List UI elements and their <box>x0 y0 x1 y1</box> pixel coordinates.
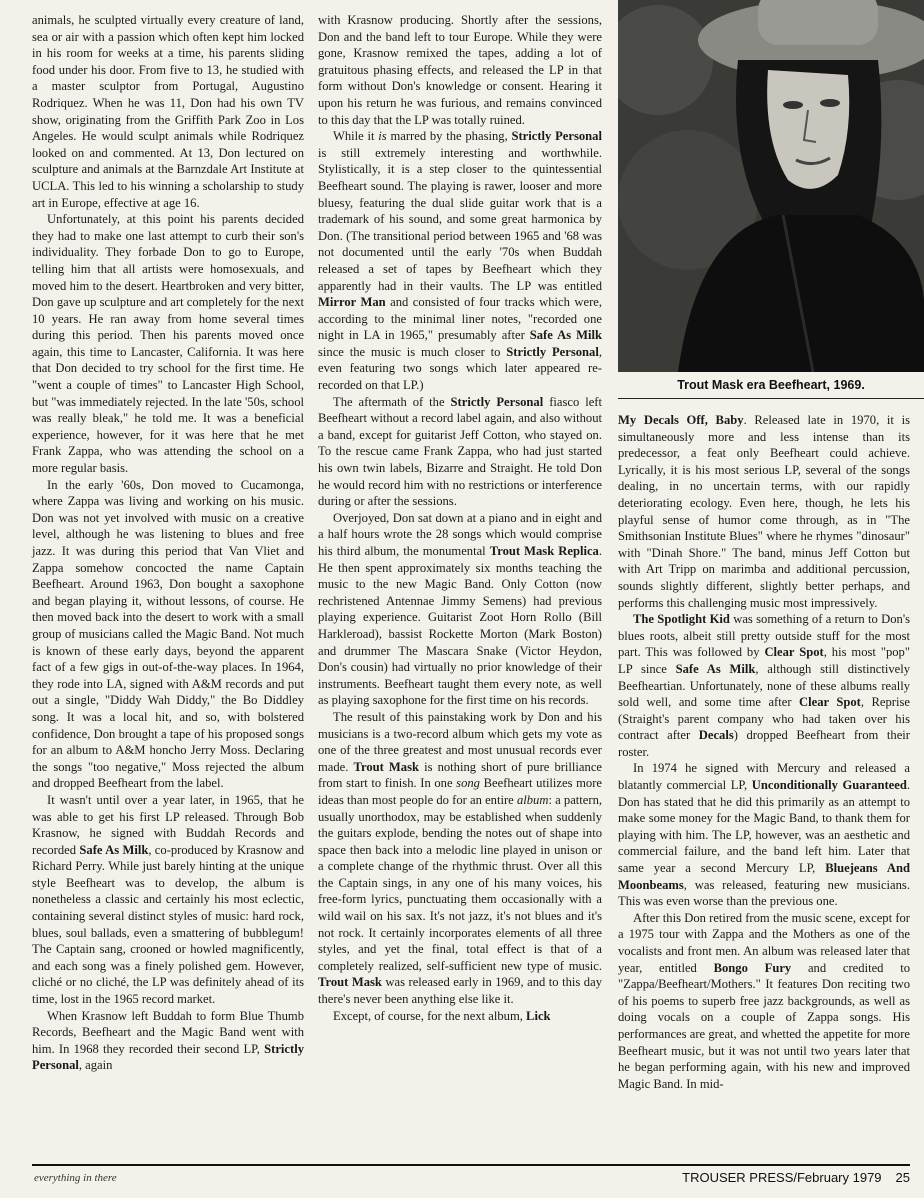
beefheart-photo <box>618 0 924 372</box>
article-column-1 <box>32 12 304 1074</box>
article-column-2 <box>318 12 602 1024</box>
paragraph: Except, of course, for the next album, Lick <box>333 1008 551 1023</box>
paragraph: My Decals Off, Baby. Released late in 1970, it is simultaneously more and less intense than its predecessor, a feat only Beefheart could achieve. Lyrically, it is his most serious LP, several of the songs dealing, in no uncertain terms, with our rapidly deteriorating ecology. Even here, though, he lets his playful sense of humor come through, as in "The Smithsonian Institute Blues" where he rhymes "dinosaur" with "Dinah Shore." The band, minus Jeff Cotton but with Art Tripp on marimba and additional percussion, sounds slightly different, slightly better perhaps, and performs this challenging music most impressively. <box>618 413 910 610</box>
paragraph: The result of this painstaking work by Don and his musicians is a two-record album which gets my vote as one of the three greatest and most unusual records ever made. Trout Mask is nothing short of pure brilliance from start to finish. In one song Beefheart utilizes more ideas than most people do for an entire album: a pattern, usually unorthodox, may be established when suddenly the guitars explode, bending the notes out of shape into space then back into a melodic line played in unison or a complete change of the rhythmic thrust. Over all this the Captain sings, in any one of his many voices, his free-form lyrics, punctuating them occasionally with a wild wail on his sax. It's not jazz, it's not blues and it's not rock. It certainly incorporates elements of all three styles, and yet the final, total effect is that of a completely realized, self-sufficient new type of music. Trout Mask was released early in 1969, and to this day there's never been anything else like it. <box>318 709 603 1007</box>
footer-tagline: everything in there <box>34 1172 117 1184</box>
paragraph: Unfortunately, at this point his parents decided they had to make one last attempt to curb their son's individuality. They forbade Don to go to Europe, telling him that all artists were homosexuals, and moved him to the desert. Heartbroken and very bitter, Don gave up sculpture and art completely for the next 10 years. He ran away from home several times during this period. Then his parents moved once again, this time to Lancaster, California. It was here that Don decided to try school for the first time. He "went a couple of times" to Lancaster High School, but "was immediately rejected. In the late '50s, school was really bleak," he told me. It was a beneficial experience, however, for it was here that he met Frank Zappa, who was attending the school on a more regular basis. <box>32 212 304 476</box>
paragraph: Overjoyed, Don sat down at a piano and in eight and a half hours wrote the 28 songs which would comprise his third album, the monumental Trout Mask Replica. He then spent approximately six months teaching the music to the new Magic Band. Only Cotton (now rechristened Antennae Jimmy Semens) had previous playing experience. Guitarist Zoot Horn Rollo (Bill Harkleroad), bassist Rockette Morton (Mark Boston) and drummer The Mascara Snake (Victor Heydon, Don's cousin) had virtually no prior knowledge of their instruments. Beefheart taught them every note, as well as playing saxophone for the first time on his records. <box>318 510 603 708</box>
caption-rule <box>618 398 924 399</box>
paragraph: While it is marred by the phasing, Strictly Personal is still extremely interesting and worthwhile. Stylistically, it is a step closer to the quintessential Beefheart sound. The playing is rawer, looser and more bluesy, featuring the dual slide guitar work that is a trademark of his sound, and some great harmonica by Don. (The transitional period between 1965 and '68 was not documented until the early '70s when Buddah released a set of tapes by Beefheart which they apparently had in their vaults. The LP was entitled Mirror Man and consisted of four tracks which were, according to the minimal liner notes, "recorded one night in LA in 1965," presumably after Safe As Milk since the music is much closer to Strictly Personal, even featuring two songs which later appeared re-recorded on that LP.) <box>318 129 602 393</box>
magazine-issue: TROUSER PRESS/February 1979 <box>682 1170 882 1185</box>
paragraph: In 1974 he signed with Mercury and released a blatantly commercial LP, Unconditionally Guaranteed. Don has stated that he did this primarily as an attempt to make some money for the Magic Band, to thank them for playing with him. The LP, however, was an aesthetic and commercial failure, and the band left him. Later that same year a second Mercury LP, Bluejeans And Moonbeams, was released, featuring new musicians. This was even worse than the previous one. <box>618 761 911 909</box>
page-number: 25 <box>895 1170 910 1185</box>
footer-folio <box>682 1170 910 1185</box>
portrait-illustration <box>618 0 924 372</box>
paragraph: In the early '60s, Don moved to Cucamonga, where Zappa was living and working on his music. Don was not yet involved with music on a creative level, although he was listening to blues and free jazz. It was during this period that Van Vliet and Zappa somehow concocted the name Captain Beefheart. Around 1963, Don bought a saxophone and began playing it, without lessons, of course. He then moved back into the desert to work with a small group of musicians called the Magic Band. Not much is known of these early days, beyond the apparent fact of a few gigs in out-of-the-way places. In 1964, they rode into LA, signed with A&M records and put out a single, "Diddy Wah Diddy," the Bo Diddley song. It was a local hit, and so, with bolstered confidence, Don brought a tape of his proposed songs for an album to A&M honcho Jerry Moss. Declaring the songs "too negative," Moss rejected the album and dropped Beefheart from the label. <box>32 477 304 791</box>
paragraph: with Krasnow producing. Shortly after the sessions, Don and the band left to tour Europe. While they were gone, Krasnow remixed the tapes, adding a lot of gratuitous phasing effects, and released the LP in that form without Don's knowledge or consent. Hearing it upon his return he was furious, and remains convinced to this day that the LP was totally ruined. <box>318 13 602 127</box>
paragraph: The aftermath of the Strictly Personal fiasco left Beefheart without a record label again, and also without a band, except for guitarist Jeff Cotton, who stayed on. To the rescue came Frank Zappa, who had just started his own twin labels, Bizarre and Straight. He told Don he would record him with no restrictions or interference during or after the sessions. <box>318 394 602 509</box>
photo-caption: Trout Mask era Beefheart, 1969. <box>677 378 865 392</box>
paragraph: animals, he sculpted virtually every creature of land, sea or air with a passion which often kept him locked in his room for weeks at a time, his parents sliding food under his door. From five to 13, he studied with a master sculptor from Portugal, Augustino Rodriquez. When he was 11, Don had his own TV show, originating from the Griffith Park Zoo in Los Angeles. He would sculpt animals while Rodriquez looked on and commented. At 13, Don lectured on sculpture and animals at the Barnzdale Art Institute at UCLA. This led to his winning a scholarship to study art in Europe, effective at age 16. <box>32 13 304 210</box>
footer-rule <box>32 1164 910 1166</box>
paragraph: The Spotlight Kid was something of a return to Don's blues roots, albeit still pretty outside stuff for the most part. This was followed by Clear Spot, his most "pop" LP since Safe As Milk, although still distinctively Beefheartian. Unfortunately, none of these albums really sold well, and some time after Clear Spot, Reprise (Straight's parent company who had taken over his contract after Decals) dropped Beefheart from their roster. <box>618 612 911 759</box>
paragraph: After this Don retired from the music scene, except for a 1975 tour with Zappa and the Mothers as one of the vocalists and front men. An album was released later that year, entitled Bongo Fury and credited to "Zappa/Beefheart/Mothers." It features Don reciting two of his poems to superb free jazz backgrounds, as well as doing vocals on a couple of Zappa songs. His performances are great, and whetted the appetite for more Beefheart music, but it was not until two years later that he began performing again, with his new and improved Magic Band. In mid- <box>618 910 910 1091</box>
article-column-3 <box>618 412 910 1092</box>
paragraph: It wasn't until over a year later, in 1965, that he was able to get his first LP released. Through Bob Krasnow, he signed with Buddah Records and recorded Safe As Milk, co-produced by Krasnow and Richard Perry. While just barely hinting at the unique style Beefheart was to develop, the album is nonetheless a classic and certainly his most eclectic, containing several distinct styles of music: hard rock, blues, soul ballads, even a smattering of bubblegum! The Captain sang, crooned or howled magnificently, and each song was a finely polished gem. However, cliché or no cliché, the LP was definitely ahead of its time, lost in the 1965 record market. <box>32 792 304 1007</box>
paragraph: When Krasnow left Buddah to form Blue Thumb Records, Beefheart and the Magic Band went with him. In 1968 they recorded their second LP, Strictly Personal, again <box>32 1008 304 1073</box>
